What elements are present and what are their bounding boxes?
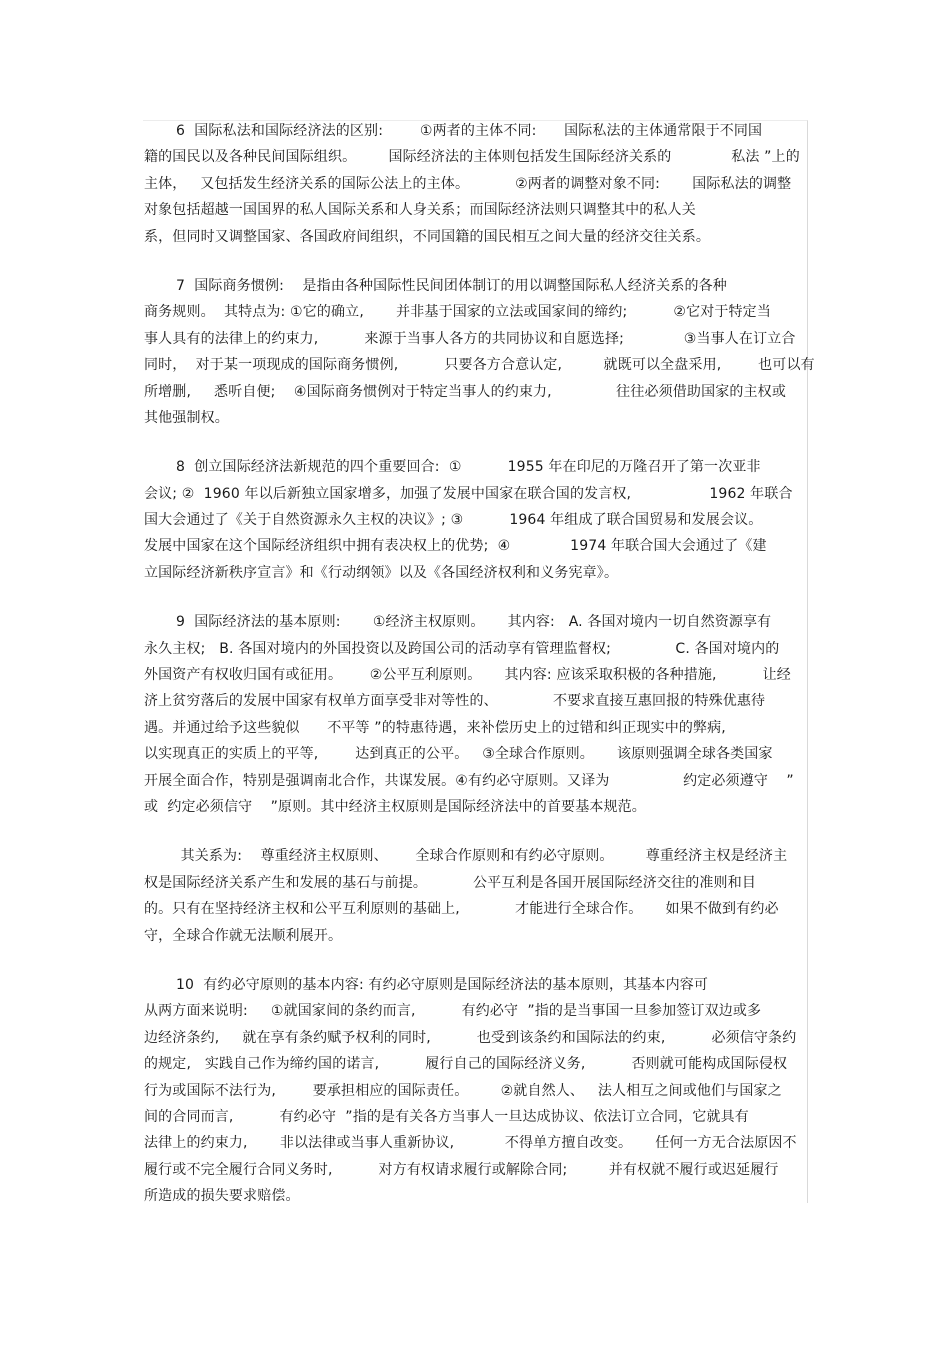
text-line: 开展全面合作，特别是强调南北合作，共谋发展。④有约必守原则。又译为 约定必须遵守 ” (144, 772, 794, 789)
text-line: 事人具有的法律上的约束力, 来源于当事人各方的共同协议和自愿选择; ③当事人在订立合 (144, 330, 796, 347)
text-line: 所造成的损失要求赔偿。 (144, 1188, 300, 1205)
text-line: 其关系为: 尊重经济主权原则、 全球合作原则和有约必守原则。 尊重经济主权是经济主 (176, 848, 788, 865)
paragraph-6 (144, 118, 798, 250)
text-line: 的规定, 实践自己作为缔约国的诺言, 履行自己的国际经济义务, 否则就可能构成国际侵权 (144, 1056, 788, 1073)
text-line: 外国资产有权收归国有或征用。 ②公平互利原则。 其内容: 应该采取积极的各种措施, 让经 (144, 667, 791, 684)
text-line: 永久主权; B. 各国对境内的外国投资以及跨国公司的活动享有管理监督权; C. 各国对境内的 (144, 640, 780, 657)
text-line: 国大会通过了《关于自然资源永久主权的决议》; ③ 1964 年组成了联合国贸易和发展会议。 (144, 512, 763, 529)
text-line: 的。只有在坚持经济主权和公平互利原则的基础上, 才能进行全球合作。 如果不做到有约必 (144, 901, 779, 918)
text-line: 籍的国民以及各种民间国际组织。 国际经济法的主体则包括发生国际经济关系的 私法 ”上的 (144, 149, 800, 166)
text-line: 所增删, 悉听自便; ④国际商务惯例对于特定当事人的约束力, 往往必须借助国家的主权或 (144, 383, 786, 400)
text-line: 其他强制权。 (144, 409, 229, 426)
text-line: 以实现真正的实质上的平等, 达到真正的公平。 ③全球合作原则。 该原则强调全球各类国家 (144, 746, 773, 763)
text-line: 权是国际经济关系产生和发展的基石与前提。 公平互利是各国开展国际经济交往的准则和目 (144, 874, 756, 891)
document-body (144, 118, 815, 1232)
text-line: 对象包括超越一国国界的私人国际关系和人身关系；而国际经济法则只调整其中的私人关 (144, 202, 696, 219)
text-line: 守，全球合作就无法顺利展开。 (144, 927, 343, 944)
text-line: 法律上的约束力, 非以法律或当事人重新协议, 不得单方擅自改变。 任何一方无合法原因不 (144, 1135, 797, 1152)
text-line: 济上贫穷落后的发展中国家有权单方面享受非对等性的、 不要求直接互惠回报的特殊优惠待 (144, 693, 766, 710)
text-line: 边经济条约, 就在享有条约赋予权利的同时, 也受到该条约和国际法的约束, 必须信守条约 (144, 1029, 797, 1046)
paragraph-7 (144, 273, 815, 431)
text-line: 会议; ② 1960 年以后新独立国家增多，加强了发展中国家在联合国的发言权, 1962 年联合 (144, 485, 793, 502)
text-line: 主体， 又包括发生经济关系的国际公法上的主体。 ②两者的调整对象不同: 国际私法的调整 (144, 175, 792, 192)
text-line: 同时， 对于某一项现成的国际商务惯例, 只要各方合意认定, 就既可以全盘采用, 也可以有 (144, 357, 815, 374)
text-line: 7 国际商务惯例: 是指由各种国际性民间团体制订的用以调整国际私人经济关系的各种 (176, 277, 727, 294)
text-line: 履行或不完全履行合同义务时, 对方有权请求履行或解除合同; 并有权就不履行或迟延履行 (144, 1161, 779, 1178)
text-line: 或 约定必须信守 ”原则。其中经济主权原则是国际经济法中的首要基本规范。 (144, 798, 646, 815)
paragraph-9-relationship (144, 843, 798, 949)
paragraph-9 (144, 609, 798, 820)
text-line: 发展中国家在这个国际经济组织中拥有表决权上的优势; ④ 1974 年联合国大会通过了《建 (144, 538, 767, 555)
text-line: 遇。并通过给予这些貌似 不平等 ”的特惠待遇，来补偿历史上的过错和纠正现实中的弊病, (144, 719, 726, 736)
text-line: 立国际经济新秩序宣言》和《行动纲领》以及《各国经济权利和义务宪章》。 (144, 564, 619, 581)
text-line: 10 有约必守原则的基本内容: 有约必守原则是国际经济法的基本原则，其基本内容可 (176, 976, 709, 993)
text-line: 系，但同时又调整国家、各国政府间组织，不同国籍的国民相互之间大量的经济交往关系。 (144, 228, 710, 245)
text-line: 行为或国际不法行为, 要承担相应的国际责任。 ②就自然人、 法人相互之间或他们与国家之 (144, 1082, 782, 1099)
text-line: 商务规则。 其特点为: ①它的确立, 并非基于国家的立法或国家间的缔约; ②它对于特定当 (144, 304, 771, 321)
text-line: 8 创立国际经济法新规范的四个重要回合: ① 1955 年在印尼的万隆召开了第一次亚非 (176, 459, 761, 476)
paragraph-10 (144, 972, 798, 1210)
text-line: 从两方面来说明: ①就国家间的条约而言, 有约必守 ”指的是当事国一旦参加签订双边或多 (144, 1003, 762, 1020)
paragraph-8 (144, 454, 798, 586)
text-line: 6 国际私法和国际经济法的区别: ①两者的主体不同: 国际私法的主体通常限于不同国 (176, 123, 763, 139)
text-line: 间的合同而言, 有约必守 ”指的是有关各方当事人一旦达成协议、依法订立合同，它就具有 (144, 1108, 749, 1125)
text-line: 9 国际经济法的基本原则: ①经济主权原则。 其内容: A. 各国对境内一切自然资源享有 (176, 614, 772, 631)
